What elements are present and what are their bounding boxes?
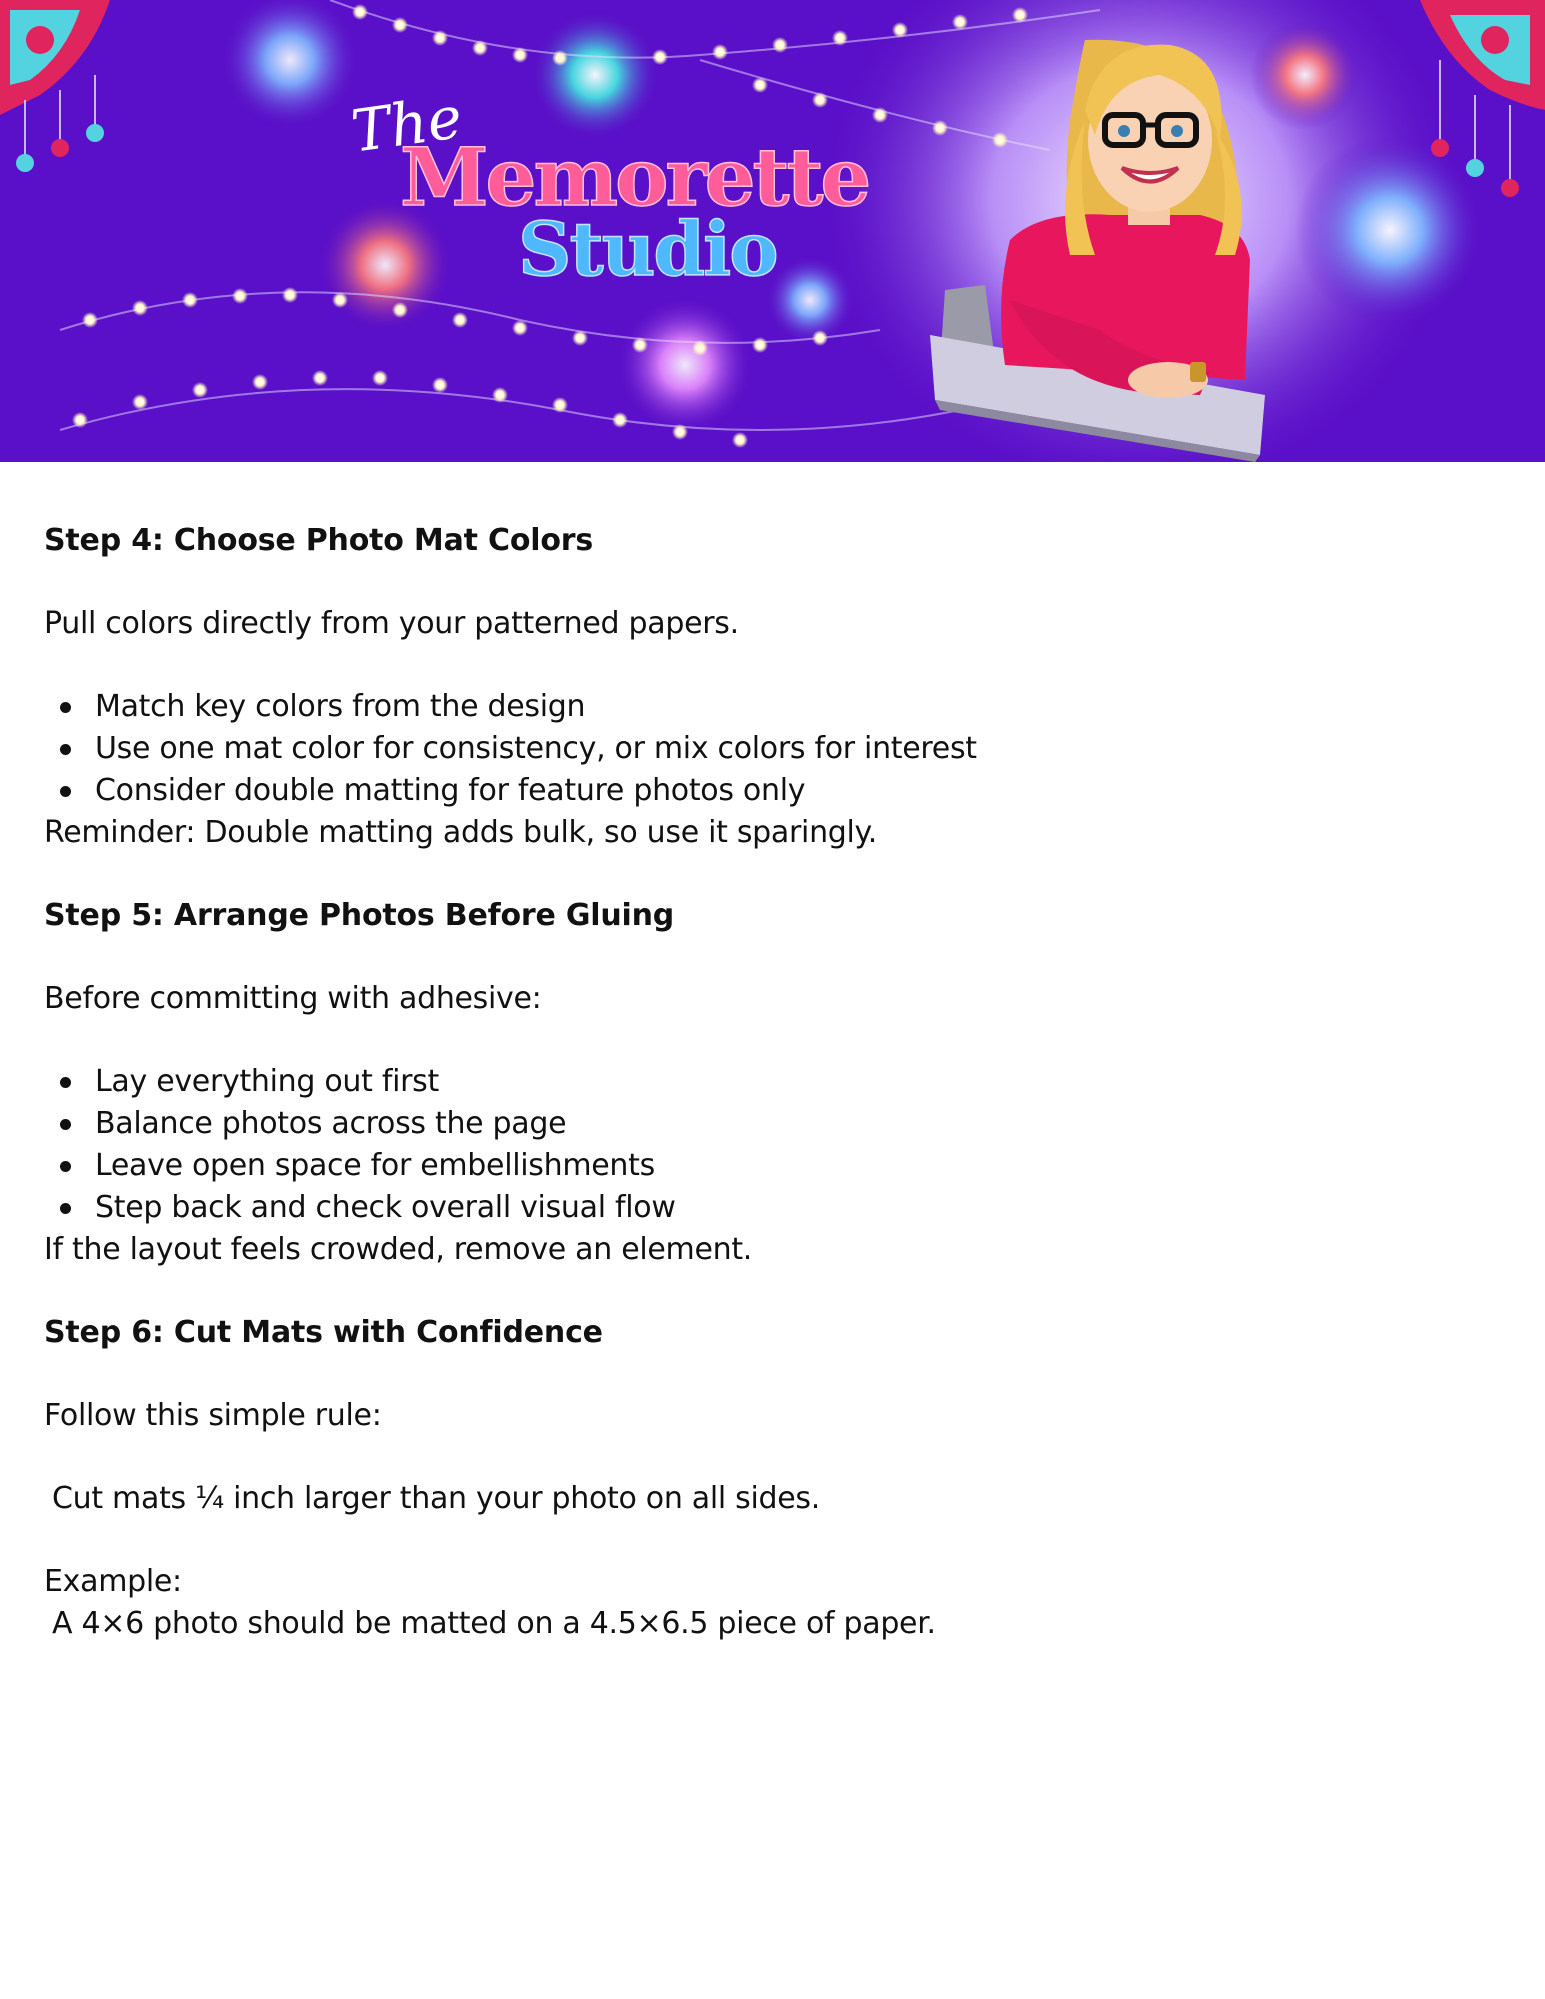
step-6-example-label: Example: [44,1564,182,1599]
logo-the: The [347,82,467,166]
list-item [44,770,1444,812]
step-5-section [44,895,1444,1271]
banner-artwork [0,0,1545,462]
step-4-note: Reminder: Double matting adds bulk, so use it sparingly. [44,815,877,850]
header-banner [0,0,1545,462]
step-4-bullet-list [44,686,1444,812]
bullet-dot-icon [60,1077,71,1088]
bullet-dot-icon [60,1119,71,1130]
article-body [44,520,1444,1645]
list-item-text: Leave open space for embellishments [95,1148,655,1183]
step-4-section [44,520,1444,854]
step-6-intro: Follow this simple rule: [44,1398,382,1433]
logo-memorette: Memorette [400,130,869,224]
step-5-note: If the layout feels crowded, remove an element. [44,1232,753,1267]
bullet-dot-icon [60,1161,71,1172]
list-item-text: Match key colors from the design [95,689,586,724]
list-item [44,1145,1444,1187]
step-6-section [44,1312,1444,1645]
step-4-intro: Pull colors directly from your patterned papers. [44,606,739,641]
bullet-dot-icon [60,702,71,713]
list-item-text: Step back and check overall visual flow [95,1190,676,1225]
step-5-intro: Before committing with adhesive: [44,981,542,1016]
list-item-text: Lay everything out first [95,1064,439,1099]
step-6-example-text: A 4×6 photo should be matted on a 4.5×6.5 piece of paper. [52,1606,936,1641]
list-item [44,728,1444,770]
logo-studio: Studio [518,207,777,293]
bullet-dot-icon [60,744,71,755]
bullet-dot-icon [60,786,71,797]
list-item [44,686,1444,728]
list-item-text: Balance photos across the page [95,1106,567,1141]
list-item [44,1061,1444,1103]
step-6-rule: Cut mats ¼ inch larger than your photo on all sides. [52,1481,820,1516]
bullet-dot-icon [60,1203,71,1214]
step-6-heading: Step 6: Cut Mats with Confidence [44,1315,603,1350]
list-item [44,1187,1444,1229]
step-4-heading: Step 4: Choose Photo Mat Colors [44,523,593,558]
list-item-text: Consider double matting for feature photos only [95,773,806,808]
list-item [44,1103,1444,1145]
step-5-heading: Step 5: Arrange Photos Before Gluing [44,898,675,933]
list-item-text: Use one mat color for consistency, or mix colors for interest [95,731,977,766]
step-5-bullet-list [44,1061,1444,1229]
